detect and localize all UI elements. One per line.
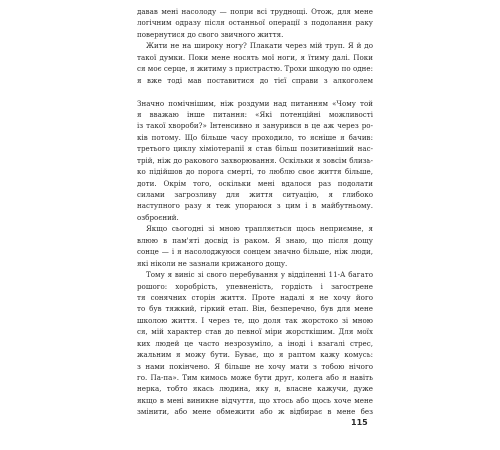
text-line: такої думки. Поки мене носять мої ноги, я їтиму далі. Поки bbox=[137, 52, 373, 62]
text-line: ких людей це часто незрозуміло, а іноді і взагалі стрес, bbox=[137, 338, 373, 348]
text-line: ся моє серце, я житиму з пристрастю. Трохи шкодую по одне: bbox=[137, 64, 373, 74]
text-line: го. Па-па». Тим кимось може бути друг, колега або я навіть bbox=[137, 373, 373, 382]
text-line: силами загрозливу для життя ситуацію, я глибоко bbox=[137, 190, 373, 199]
body-text bbox=[137, 6, 373, 418]
text-line: ся, мій характер став до певної міри жорсткішим. Для моїх bbox=[137, 327, 373, 337]
text-line: наступного разу я теж упораюся з цим і в майбутньому. bbox=[137, 201, 373, 211]
text-line: Жити не на широку ногу? Плакати через мій труп. Я й до bbox=[146, 41, 373, 51]
text-line: з нами покінчено. Я більше не хочу мати з тобою нічого bbox=[137, 361, 373, 371]
text-line: сонце — і я насолоджуюся сонцем значно більше, ніж люди, bbox=[137, 247, 373, 257]
text-line: я вважаю інше питання: «Які потенційні можливості bbox=[137, 109, 373, 119]
text-line: Значно помічнішим, ніж роздуми над питанням «Чому той bbox=[137, 98, 373, 108]
text-line: повернутися до свого звичного життя. bbox=[137, 29, 284, 39]
text-line: Якщо сьогодні зі мною трапляється щось неприємне, я bbox=[146, 224, 373, 234]
text-line: трій, ніж до ракового захворювання. Оскільки я зовсім близь- bbox=[137, 155, 373, 165]
page-number: 115 bbox=[351, 418, 368, 427]
text-line: жальним я можу бути. Буває, що я раптом кажу комусь: bbox=[137, 350, 373, 360]
text-line: тя сонячних сторін життя. Проте надалі я не хочу його bbox=[137, 292, 373, 302]
text-line: давав мені насолоду — попри всі труднощі. Отож, для мене bbox=[137, 7, 373, 16]
text-line: ко підійшов до порога смерті, то люблю своє життя більше, bbox=[137, 167, 373, 177]
text-line: які ніколи не зазнали крижаного дощу. bbox=[137, 258, 288, 268]
text-line: доти. Окрім того, оскільки мені вдалося раз подолати bbox=[137, 178, 373, 188]
text-line: ків потому. Що більше часу проходило, то ясніше я бачив: bbox=[137, 132, 373, 142]
text-line: нерка, тобто якась людина, яку я, власне кажучи, дуже bbox=[137, 384, 373, 394]
text-line: школою життя. І через те, що доля так жорстоко зі мною bbox=[137, 315, 373, 325]
text-line: влюю в пам'яті досвід із раком. Я знаю, що після дощу bbox=[137, 235, 373, 245]
text-line: Тому я виніс зі свого перебування у відділенні 11-А багато bbox=[146, 270, 373, 280]
text-line: то був тяжкий, гіркий етап. Він, безперечно, був для мене bbox=[137, 304, 373, 314]
text-line: змінити, або мене обмежити або ж відбирає в мене без bbox=[137, 407, 373, 417]
paragraph-gap bbox=[137, 86, 373, 97]
text-line: третього циклу хіміотерапії я став більш позитивніший нас- bbox=[137, 144, 373, 154]
text-line: озброєний. bbox=[137, 212, 179, 222]
text-line: логічним одразу після останньої операції з подолання раку bbox=[137, 18, 373, 28]
text-line: із такої хвороби?» Інтенсивно я занурився в це аж через ро- bbox=[137, 121, 373, 131]
text-line: якщо в мені виникне відчуття, що хтось або щось хоче мене bbox=[137, 395, 373, 405]
text-line: рошого: хоробрість, упевненість, гордість і загострене bbox=[137, 281, 373, 291]
text-line: я вже тоді мав поставитися до тієї справи з алкоголем bbox=[137, 75, 373, 85]
